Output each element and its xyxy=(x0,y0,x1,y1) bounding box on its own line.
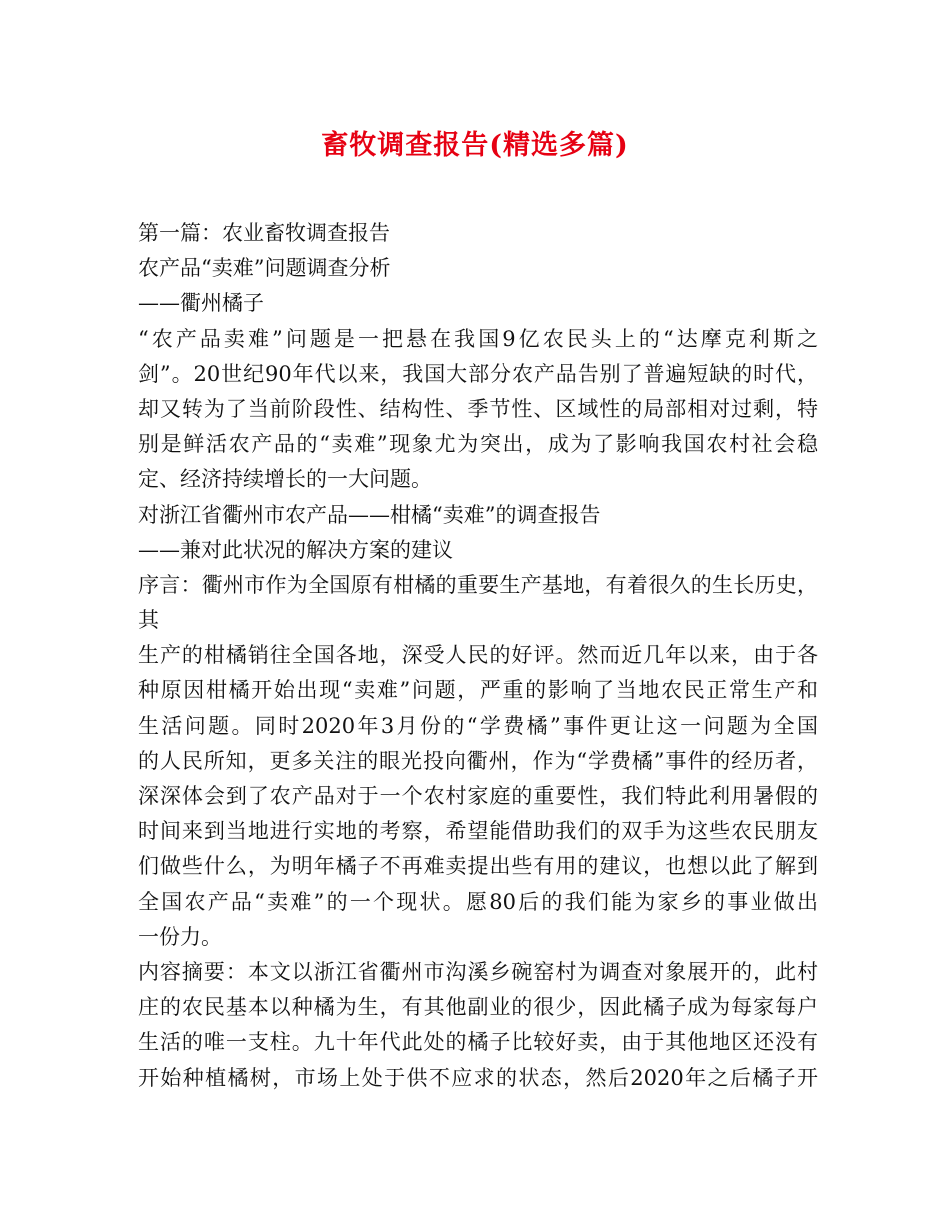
body-line: 种原因柑橘开始出现“卖难”问题，严重的影响了当地农民正常生产和 xyxy=(138,678,818,703)
body-line: 序言：衢州市作为全国原有柑橘的重要生产基地，有着很久的生长历史， xyxy=(138,572,818,597)
body-line: 时间来到当地进行实地的考察，希望能借助我们的双手为这些农民朋友 xyxy=(138,819,818,844)
document-title: 畜牧调查报告(精选多篇) xyxy=(321,130,629,161)
body-line: 开始种植橘树，市场上处于供不应求的状态，然后2020年之后橘子开 xyxy=(138,1065,818,1090)
body-line: 生活问题。同时2020年3月份的“学费橘”事件更让这一问题为全国 xyxy=(138,713,818,738)
body-line: 农产品“卖难”问题调查分析 xyxy=(138,256,391,281)
body-line: 却又转为了当前阶段性、结构性、季节性、区域性的局部相对过剩，特 xyxy=(138,396,818,421)
body-line: 别是鲜活农产品的“卖难”现象尤为突出，成为了影响我国农村社会稳 xyxy=(138,432,818,457)
body-line: 一份力。 xyxy=(138,924,222,949)
body-line: 对浙江省衢州市农产品——柑橘“卖难”的调查报告 xyxy=(138,502,601,527)
body-line: 生产的柑橘销往全国各地，深受人民的好评。然而近几年以来，由于各 xyxy=(138,643,818,668)
body-line: 们做些什么，为明年橘子不再难卖提出些有用的建议，也想以此了解到 xyxy=(138,854,818,879)
body-line: 内容摘要：本文以浙江省衢州市沟溪乡碗窑村为调查对象展开的，此村 xyxy=(138,959,818,984)
body-line: 定、经济持续增长的一大问题。 xyxy=(138,467,432,492)
body-line: 深深体会到了农产品对于一个农村家庭的重要性，我们特此利用暑假的 xyxy=(138,784,818,808)
body-line: 剑”。20世纪90年代以来，我国大部分农产品告别了普遍短缺的时代， xyxy=(138,361,818,386)
body-line: 全国农产品“卖难”的一个现状。愿80后的我们能为家乡的事业做出 xyxy=(138,889,818,914)
body-line: 生活的唯一支柱。九十年代此处的橘子比较好卖，由于其他地区还没有 xyxy=(138,1030,818,1055)
body-line: 第一篇：农业畜牧调查报告 xyxy=(138,221,390,245)
body-line: 其 xyxy=(138,608,159,633)
body-line: ——衢州橘子 xyxy=(138,291,264,316)
body-line: 的人民所知，更多关注的眼光投向衢州，作为“学费橘”事件的经历者， xyxy=(138,748,818,773)
body-line: “农产品卖难”问题是一把悬在我国9亿农民头上的“达摩克利斯之 xyxy=(138,326,818,351)
body-line: 庄的农民基本以种橘为生，有其他副业的很少，因此橘子成为每家每户 xyxy=(138,995,818,1020)
body-line: ——兼对此状况的解决方案的建议 xyxy=(138,537,453,562)
document-body xyxy=(138,216,818,1096)
